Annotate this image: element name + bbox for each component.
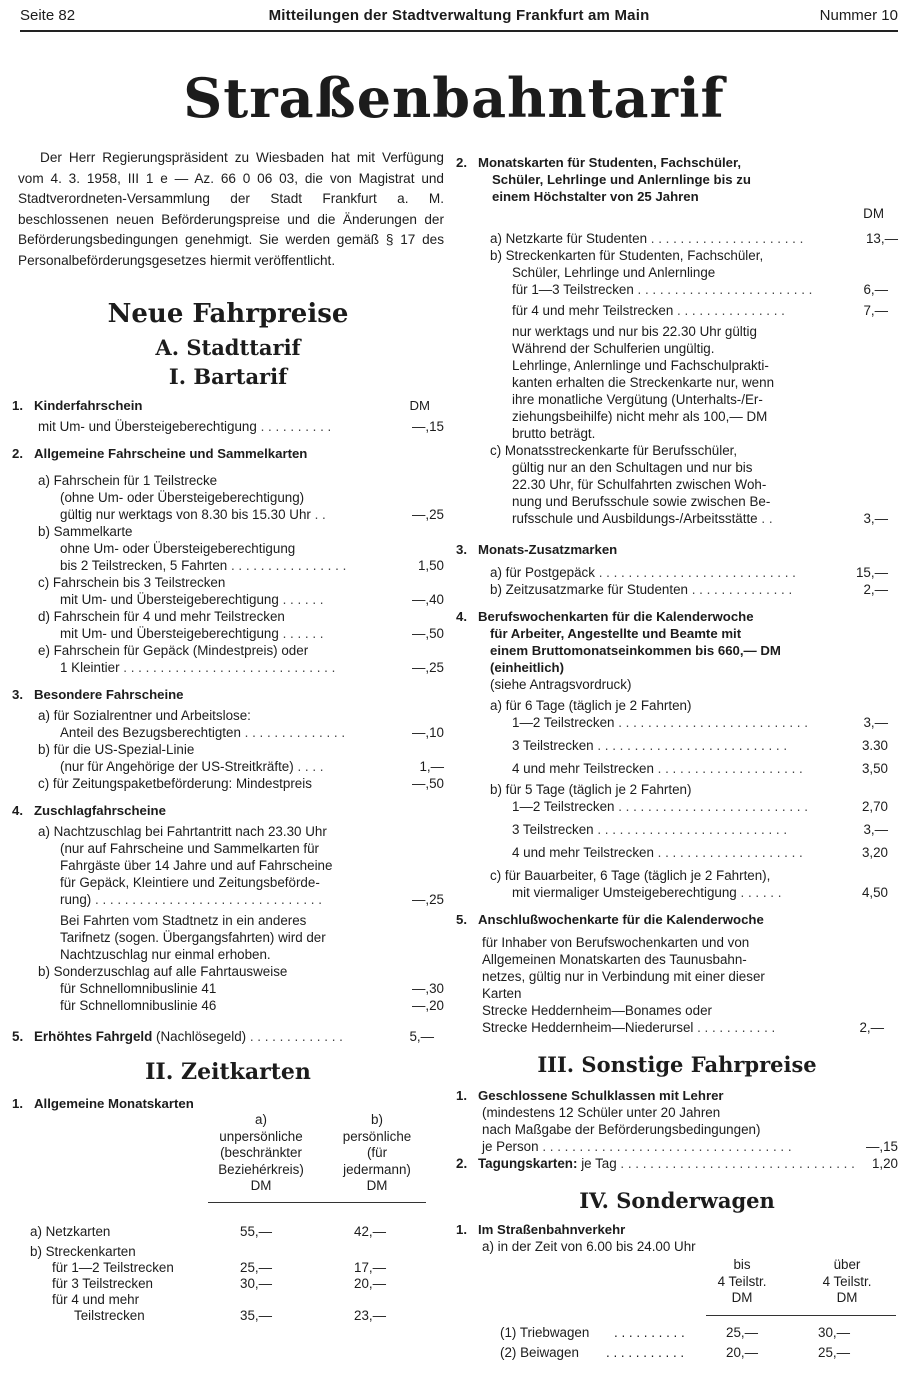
- left-column: [12, 148, 444, 1338]
- unit-dm: DM: [409, 398, 430, 413]
- price-row: mit Um- und Übersteigeberechtigung . . . . . . —,40: [60, 592, 444, 607]
- column-header-a: bis 4 Teilstr. DM: [717, 1257, 767, 1305]
- fare-item: c) für Bauarbeiter, 6 Tage (täglich je 2 Fahrten),: [490, 868, 771, 883]
- note: kanten erhalten die Streckenkarte nur, wenn: [512, 375, 775, 390]
- price-row: für Schnellomnibuslinie 46 —,20: [60, 998, 444, 1013]
- column-header-b: über 4 Teilstr. DM: [822, 1257, 872, 1305]
- price-row: b) Zeitzusatzmarke für Studenten . . . . . . . . . . . . . . 2,—: [490, 582, 888, 597]
- price-row: Anteil des Bezugsberechtigten . . . . . . . . . . . . . . —,10: [60, 725, 444, 740]
- heading-stadttarif: A. Stadttarif: [155, 335, 301, 360]
- note: netzes, gültig nur in Verbindung mit einer dieser: [482, 969, 765, 984]
- fare-item: d) Fahrschein für 4 und mehr Teilstrecken: [38, 609, 285, 624]
- column-header-a: a) unpersönliche (beschränkter Beziehérkreis) DM: [218, 1112, 304, 1193]
- section-schulklassen: 1. Geschlossene Schulklassen mit Lehrer: [456, 1088, 724, 1103]
- issue-number: Nummer 10: [819, 7, 898, 24]
- fare-item-detail: gültig nur an den Schultagen und nur bis: [512, 460, 753, 475]
- sonderwagen-table: [456, 1255, 898, 1365]
- fare-item: a) für Sozialrentner und Arbeitslose:: [38, 708, 251, 723]
- price-row: für Schnellomnibuslinie 41 —,30: [60, 981, 444, 996]
- price-row: gültig nur werktags von 8.30 bis 15.30 Uhr . . —,25: [60, 507, 444, 522]
- section-title-cont: einem Bruttomonatseinkommen bis 660,— DM: [490, 643, 781, 658]
- price-row: 4 und mehr Teilstrecken . . . . . . . . . . . . . . . . . . . . 3,20: [512, 845, 888, 860]
- fare-item: e) Fahrschein für Gepäck (Mindestpreis) oder: [38, 643, 309, 658]
- fare-item-detail: nung und Berufsschule sowie zwischen Be-: [512, 494, 771, 509]
- fare-item: b) Sonderzuschlag auf alle Fahrtausweise: [38, 964, 288, 979]
- document-title: Straßenbahntarif: [183, 66, 725, 130]
- fare-item: a) Fahrschein für 1 Teilstrecke: [38, 473, 218, 488]
- fare-item: b) für die US-Spezial-Linie: [38, 742, 195, 757]
- heading-sonderwagen: IV. Sonderwagen: [579, 1188, 775, 1213]
- unit-row: DM: [863, 206, 884, 221]
- note: Strecke Heddernheim—Bonames oder: [482, 1003, 712, 1018]
- section-kinderfahrschein: 1. Kinderfahrschein DM: [12, 398, 430, 413]
- intro-paragraph: Der Herr Regierungspräsident zu Wiesbaden hat mit Verfügung vom 4. 3. 1958, III 1 e — Az. 66 0 06 03, die von Magistrat und Stadtverordneten-Versammlung der Stadt Frankfurt a. M. beschlossenen neuen Beförderungspreise und die Änderungen der Beförderungsbedingungen genehmigt. Sie werden gemäß § 17 des Personalbeförderungsgesetzes hiermit veröffentlicht.: [18, 150, 444, 268]
- price-row: 1—2 Teilstrecken . . . . . . . . . . . . . . . . . . . . . . . . . . 2,70: [512, 799, 888, 814]
- section-title-cont: (einheitlich): [490, 660, 564, 675]
- heading-neue-fahrpreise: Neue Fahrpreise: [107, 299, 349, 329]
- note: für Inhaber von Berufswochenkarten und von: [482, 935, 750, 950]
- note: Allgemeinen Monatskarten des Taunusbahn-: [482, 952, 747, 967]
- section-tagungskarten: 2. Tagungskarten: je Tag . . . . . . . . . . . . . . . . . . . . . . . . . . . . . . . . 1,20: [456, 1156, 898, 1171]
- table-row: (2) Beiwagen . . . . . . . . . . . 20,— 25,—: [500, 1345, 851, 1360]
- table-row: Teilstrecken 35,— 23,—: [74, 1308, 387, 1323]
- fare-item: b) Streckenkarten für Studenten, Fachschüler,: [490, 248, 764, 263]
- table-rule: [208, 1202, 426, 1203]
- fare-item-detail: (ohne Um- oder Übersteigeberechtigung): [60, 490, 305, 505]
- section-strassenbahnverkehr: 1. Im Straßenbahnverkehr: [456, 1222, 626, 1237]
- note: ziehungsbeihilfe) nicht mehr als 100,— DM: [512, 409, 768, 424]
- price-row: für 1—3 Teilstrecken . . . . . . . . . . . . . . . . . . . . . . . . 6,—: [512, 282, 888, 297]
- note: Karten: [482, 986, 522, 1001]
- section-zuschlagfahrscheine: 4. Zuschlagfahrscheine: [12, 803, 166, 818]
- section-allgemeine-fahrscheine: 2. Allgemeine Fahrscheine und Sammelkarten: [12, 446, 308, 461]
- price-row: für 4 und mehr Teilstrecken . . . . . . . . . . . . . . . 7,—: [512, 303, 888, 318]
- price-row: (nur für Angehörige der US-Streitkräfte) . . . . 1,—: [60, 759, 444, 774]
- fare-item: a) für 6 Tage (täglich je 2 Fahrten): [490, 698, 692, 713]
- fare-item-detail: Fahrgäste über 14 Jahre und auf Fahrscheine: [60, 858, 333, 873]
- fare-item: c) Monatsstreckenkarte für Berufsschüler,: [490, 443, 738, 458]
- note: brutto beträgt.: [512, 426, 596, 441]
- monatskarten-table: [12, 1112, 444, 1338]
- price-row: bis 2 Teilstrecken, 5 Fahrten . . . . . . . . . . . . . . . . 1,50: [60, 558, 444, 573]
- table-body: [12, 1224, 444, 1324]
- section-berufswochenkarten: 4. Berufswochenkarten für die Kalenderwoche: [456, 609, 754, 624]
- fare-item-detail: Schüler, Lehrlinge und Anlernlinge: [512, 265, 716, 280]
- price-row: 3 Teilstrecken . . . . . . . . . . . . . . . . . . . . . . . . . . 3.30: [512, 738, 888, 753]
- fare-item: a) Nachtzuschlag bei Fahrtantritt nach 23.30 Uhr: [38, 824, 327, 839]
- section-title-cont: Schüler, Lehrlinge und Anlernlinge bis zu: [492, 172, 751, 187]
- fare-item-detail: (nur auf Fahrscheine und Sammelkarten für: [60, 841, 320, 856]
- table-row: b) Streckenkarten: [30, 1244, 136, 1259]
- price-row: 3 Teilstrecken . . . . . . . . . . . . . . . . . . . . . . . . . . 3,—: [512, 822, 888, 837]
- note: Nachtzuschlag nur einmal erhoben.: [60, 947, 271, 962]
- price-row: c) für Zeitungspaketbeförderung: Mindestpreis —,50: [38, 776, 444, 791]
- section-monats-zusatzmarken: 3. Monats-Zusatzmarken: [456, 542, 618, 557]
- note: Tarifnetz (sogen. Übergangsfahrten) wird der: [60, 930, 326, 945]
- price-row: a) Netzkarte für Studenten . . . . . . . . . . . . . . . . . . . . . 13,—: [490, 231, 898, 246]
- price-row: 1—2 Teilstrecken . . . . . . . . . . . . . . . . . . . . . . . . . . 3,—: [512, 715, 888, 730]
- section-besondere-fahrscheine: 3. Besondere Fahrscheine: [12, 687, 184, 702]
- price-row: a) für Postgepäck . . . . . . . . . . . . . . . . . . . . . . . . . . . 15,—: [490, 565, 888, 580]
- table-rule: [706, 1315, 896, 1316]
- fare-item-detail: ohne Um- oder Übersteigeberechtigung: [60, 541, 296, 556]
- fare-item-detail: für Gepäck, Kleintiere und Zeitungsbeförde-: [60, 875, 320, 890]
- table-row: a) Netzkarten 55,— 42,—: [30, 1224, 387, 1239]
- page-number: Seite 82: [20, 7, 76, 24]
- note: nach Maßgabe der Beförderungsbedingungen): [482, 1122, 761, 1137]
- heading-bartarif: I. Bartarif: [168, 364, 288, 389]
- section-anschlusswochenkarte: 5. Anschlußwochenkarte für die Kalenderwoche: [456, 912, 764, 927]
- section-title-cont: für Arbeiter, Angestellte und Beamte mit: [490, 626, 742, 641]
- fare-item: a) in der Zeit von 6.00 bis 24.00 Uhr: [482, 1239, 696, 1254]
- fare-item: c) Fahrschein bis 3 Teilstrecken: [38, 575, 226, 590]
- note: (mindestens 12 Schüler unter 20 Jahren: [482, 1105, 721, 1120]
- heading-zeitkarten: II. Zeitkarten: [145, 1059, 311, 1085]
- note: Bei Fahrten vom Stadtnetz in ein anderes: [60, 913, 307, 928]
- fare-item: b) für 5 Tage (täglich je 2 Fahrten): [490, 782, 692, 797]
- heading-sonstige-fahrpreise: III. Sonstige Fahrpreise: [537, 1052, 817, 1077]
- table-row: für 4 und mehr: [52, 1292, 140, 1307]
- section-monatskarten-studenten: 2. Monatskarten für Studenten, Fachschüler,: [456, 155, 742, 170]
- price-row: mit Um- und Übersteigeberechtigung . . . . . . —,50: [60, 626, 444, 641]
- note: Lehrlinge, Anlernlinge und Fachschulprakti-: [512, 358, 769, 373]
- section-title-cont: einem Höchstalter von 25 Jahren: [492, 189, 699, 204]
- note: (siehe Antragsvordruck): [490, 677, 632, 692]
- table-body: [456, 1325, 898, 1365]
- price-row: 4 und mehr Teilstrecken . . . . . . . . . . . . . . . . . . . . 3,50: [512, 761, 888, 776]
- fare-item-detail: 22.30 Uhr, für Schulfahrten zwischen Woh-: [512, 477, 767, 492]
- fare-item: b) Sammelkarte: [38, 524, 133, 539]
- note: ihre monatliche Vergütung (Unterhalts-/Er-: [512, 392, 763, 407]
- table-row: für 3 Teilstrecken 30,— 20,—: [52, 1276, 387, 1291]
- price-row: rung) . . . . . . . . . . . . . . . . . . . . . . . . . . . . . . . —,25: [60, 892, 444, 907]
- table-row: (1) Triebwagen . . . . . . . . . . 25,— 30,—: [500, 1325, 851, 1340]
- price-row: 1 Kleintier . . . . . . . . . . . . . . . . . . . . . . . . . . . . . —,25: [60, 660, 444, 675]
- table-row: für 1—2 Teilstrecken 25,— 17,—: [52, 1260, 387, 1275]
- price-row: je Person . . . . . . . . . . . . . . . . . . . . . . . . . . . . . . . . . . —,15: [482, 1139, 898, 1154]
- price-row: mit Um- und Übersteigeberechtigung . . . . . . . . . . —,15: [38, 419, 444, 434]
- right-column: [456, 154, 898, 1365]
- page-header: [20, 0, 898, 32]
- journal-title: Mitteilungen der Stadtverwaltung Frankfurt am Main: [268, 7, 650, 24]
- price-row: Strecke Heddernheim—Niederursel . . . . . . . . . . . 2,—: [482, 1020, 884, 1035]
- section-erhoehtes-fahrgeld: 5. Erhöhtes Fahrgeld (Nachlösegeld) . . . . . . . . . . . . . 5,—: [12, 1029, 434, 1044]
- column-header-b: b) persönliche (für jedermann) DM: [342, 1112, 412, 1193]
- section-allgemeine-monatskarten: 1. Allgemeine Monatskarten: [12, 1096, 194, 1111]
- price-row: mit viermaliger Umsteigeberechtigung . . . . . . 4,50: [512, 885, 888, 900]
- note: Während der Schulferien ungültig.: [512, 341, 715, 356]
- price-row: rufsschule und Ausbildungs-/Arbeitsstätte . . 3,—: [512, 511, 888, 526]
- note: nur werktags und nur bis 22.30 Uhr gültig: [512, 324, 757, 339]
